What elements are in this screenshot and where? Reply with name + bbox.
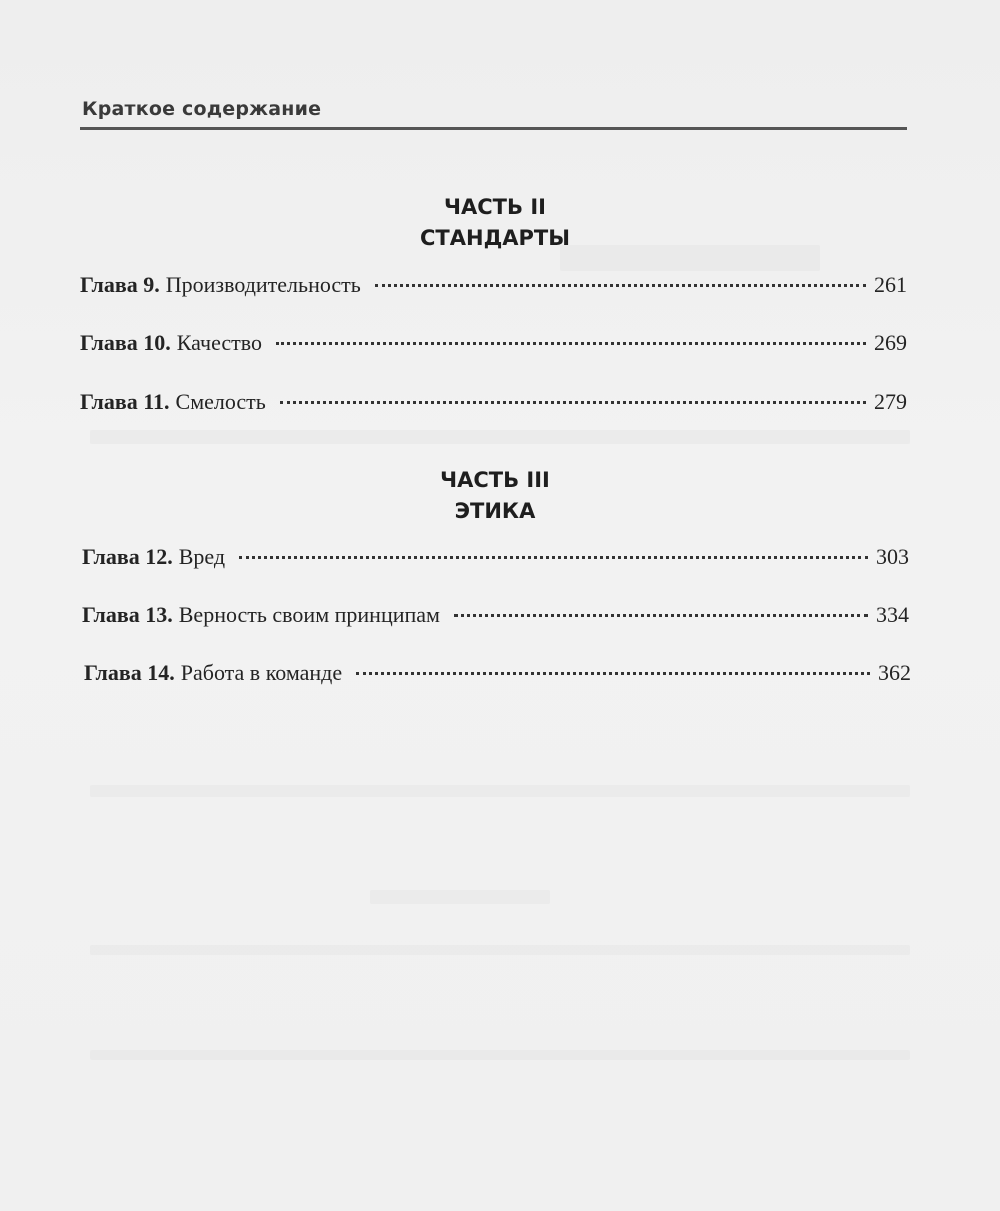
page-number: 303 [876,544,909,569]
chapter-title: Верность своим принципам [178,602,440,627]
show-through-shade [90,785,910,797]
chapter-title: Смелость [175,389,266,414]
chapter-title: Производительность [165,272,361,297]
toc-entry[interactable] [82,544,909,570]
dot-leader [280,401,866,404]
dot-leader [454,614,868,617]
chapter-title: Вред [178,544,226,569]
page-number: 279 [874,389,907,414]
show-through-shade [90,945,910,955]
page-number: 261 [874,272,907,297]
part-title: СТАНДАРТЫ [420,226,570,250]
dot-leader [375,284,866,287]
toc-entry[interactable] [82,602,909,628]
part-heading [0,192,990,254]
show-through-shade [370,890,550,904]
page-number: 362 [878,660,911,685]
dot-leader [356,672,870,675]
part-label: ЧАСТЬ III [440,468,550,492]
toc-entry[interactable] [80,272,907,298]
running-head: Краткое содержание [82,98,322,120]
chapter-label: Глава 11. [80,389,170,414]
toc-entry[interactable] [84,660,911,686]
header-rule [80,127,907,130]
chapter-label: Глава 13. [82,602,173,627]
chapter-title: Работа в команде [180,660,343,685]
chapter-label: Глава 14. [84,660,175,685]
show-through-shade [90,1050,910,1060]
chapter-title: Качество [176,330,263,355]
dot-leader [276,342,866,345]
show-through-shade [90,430,910,444]
page-number: 269 [874,330,907,355]
dot-leader [239,556,868,559]
part-heading [0,465,990,527]
toc-entry[interactable] [80,389,907,415]
part-title: ЭТИКА [454,499,536,523]
part-label: ЧАСТЬ II [444,195,546,219]
page-number: 334 [876,602,909,627]
chapter-label: Глава 10. [80,330,171,355]
toc-entry[interactable] [80,330,907,356]
chapter-label: Глава 9. [80,272,160,297]
chapter-label: Глава 12. [82,544,173,569]
